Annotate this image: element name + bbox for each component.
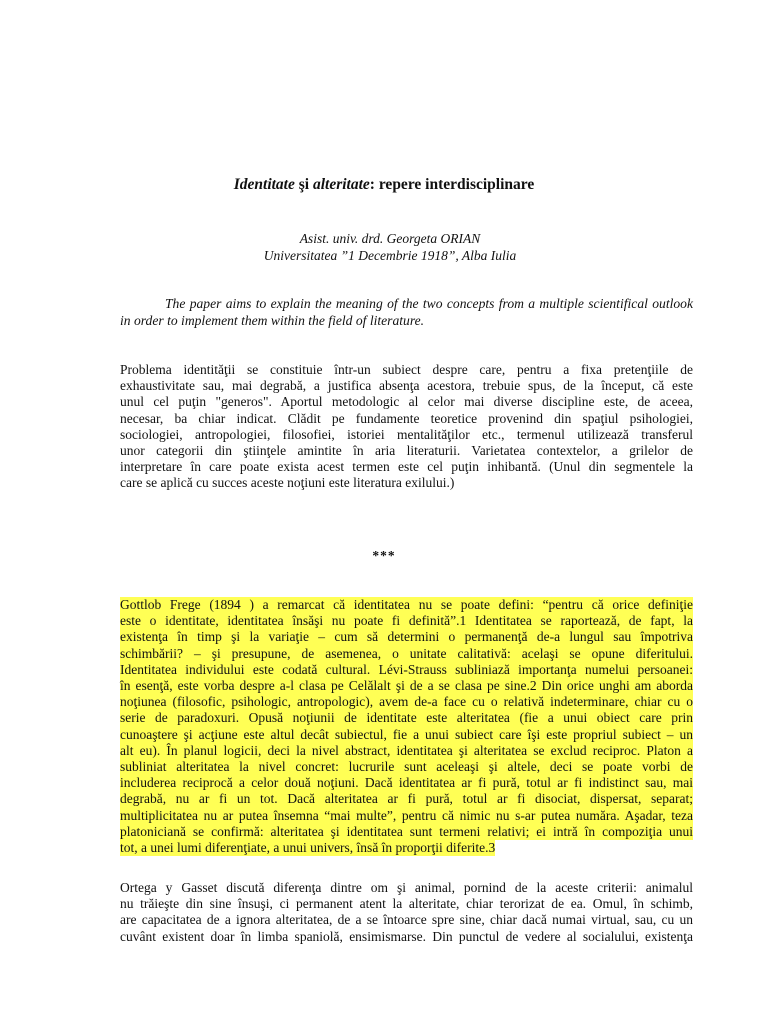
text-line: schimbării? – şi presupune, de asemenea, o unitate calitativă: acelaşi se opune diferitului.: [120, 645, 693, 661]
paper-title: Identitate şi alteritate: repere interdisciplinare: [233, 176, 535, 193]
text-line: unor categorii din ştiinţele amintite în aria literaturii. Varietatea contextelor, a grilelor de: [120, 443, 693, 459]
text-line: serie de paradoxuri. Opusă noţiunii de identitate este alteritatea (fie a unui obiect care prin: [120, 710, 693, 726]
author-block: [200, 230, 580, 264]
text-line: degrabă, nu ar fi un tot. Dacă alteritatea ar fi pură, totul ar fi disociat, dispersat, separat;: [120, 791, 693, 807]
author-affiliation: Universitatea ”1 Decembrie 1918”, Alba Iulia: [263, 248, 517, 263]
section-separator: ***: [372, 548, 396, 563]
text-line: are capacitatea de a ignora alteritatea, de a se întoarce spre sine, chiar dacă numai virtual, sau, cu un: [120, 912, 693, 928]
text-line: exhaustivitate sau, mai degrabă, a justifica absenţa acestora, trebuie spus, de la început, că este: [120, 378, 693, 394]
text-line: platoniciană se confirmă: alteritatea şi identitatea sunt termeni relativi; ei intră în compoziţia unui: [120, 823, 693, 839]
text-line: cunoaştere şi acţiune este altul decât subiectul, fie a unui subiect care îşi este propriul subiect – un: [120, 726, 693, 742]
text-line: noţiunea (filosofic, psihologic, antropologic), avem de-a face cu o relativă indeterminare, chiar cu o: [120, 694, 693, 710]
paragraph-frege-highlighted: [120, 597, 693, 856]
text-line: existenţa în timp şi la variaţie – cum să determini o permanenţă de-a lungul sau împotriva: [120, 629, 693, 645]
text-line: în esenţă, este vorba despre a-l clasa pe Celălalt şi de a se clasa pe sine.2 Din orice unghi am aborda: [120, 678, 693, 694]
text-line: sociologiei, antropologiei, filosofiei, istoriei mentalităţilor etc., termenul utilizează transferul: [120, 426, 693, 442]
text-line: alt eu). În planul logicii, deci la nivel abstract, identitatea şi alteritatea se exclud reciproc. Platon a: [120, 742, 693, 758]
text-line: necesar, ba chiar indicat. Clădit pe fundamente teoretice provenind din spaţiul psihologiei,: [120, 410, 693, 426]
text-line: este o identitate, identitatea însăşi nu poate fi definită”.1 Identitatea se raportează, de fapt, la: [120, 613, 693, 629]
text-line: cuvânt existent doar în limba spaniolă, ensimismarse. Din punctul de vedere al socialului, existenţa: [120, 928, 693, 944]
text-line: care se aplică cu succes aceste noţiuni este literatura exilului.): [120, 475, 455, 491]
text-line: Problema identităţii se constituie într-un subiect despre care, pentru a fixa pretenţiile de: [120, 362, 693, 377]
text-line: includerea reciprocă a celor două noţiuni. Dacă identitatea ar fi pură, totul ar fi indistinct sau, mai: [120, 775, 693, 791]
text-line: subliniat alteritatea la nivel concret: lucrurile sunt aceleaşi şi altele, deci se poate vorbi de: [120, 759, 693, 775]
text-line: interpretare în care poate exista acest termen este cel puţin inhibantă. (Unul din segmentele la: [120, 459, 693, 475]
text-line: Identitatea individului este codată cultural. Lévi-Strauss subliniază importanţa numelui persoanei:: [120, 661, 693, 677]
paragraph-ortega: [120, 880, 693, 945]
text-line: multiplicitatea nu ar putea însemna “mai multe”, pentru că nimic nu s-ar putea număra. Aşadar, teza: [120, 807, 693, 823]
text-line: tot, a unei lumi diferenţiate, a unui univers, însă în proporţii diferite.3: [120, 840, 496, 856]
text-line: Ortega y Gasset discută diferenţa dintre om şi animal, pornind de la aceste criterii: animalul: [120, 880, 693, 895]
text-line: unul cel puţin "generos". Aportul metodologic al celor mai diverse discipline este, de aceea,: [120, 394, 693, 410]
paragraph-intro: [120, 362, 693, 492]
text-line: nu trăieşte din sine însuşi, ci permanent atent la alteritate, chiar terorizat de ea. Omul, în schimb,: [120, 896, 693, 912]
text-line: Gottlob Frege (1894 ) a remarcat că identitatea nu se poate defini: “pentru că orice definiţie: [120, 597, 693, 612]
abstract: The paper aims to explain the meaning of the two concepts from a multiple scientifical outlook in order to implement them within the field of literature.: [120, 296, 693, 328]
author-name: Asist. univ. drd. Georgeta ORIAN: [299, 231, 481, 246]
